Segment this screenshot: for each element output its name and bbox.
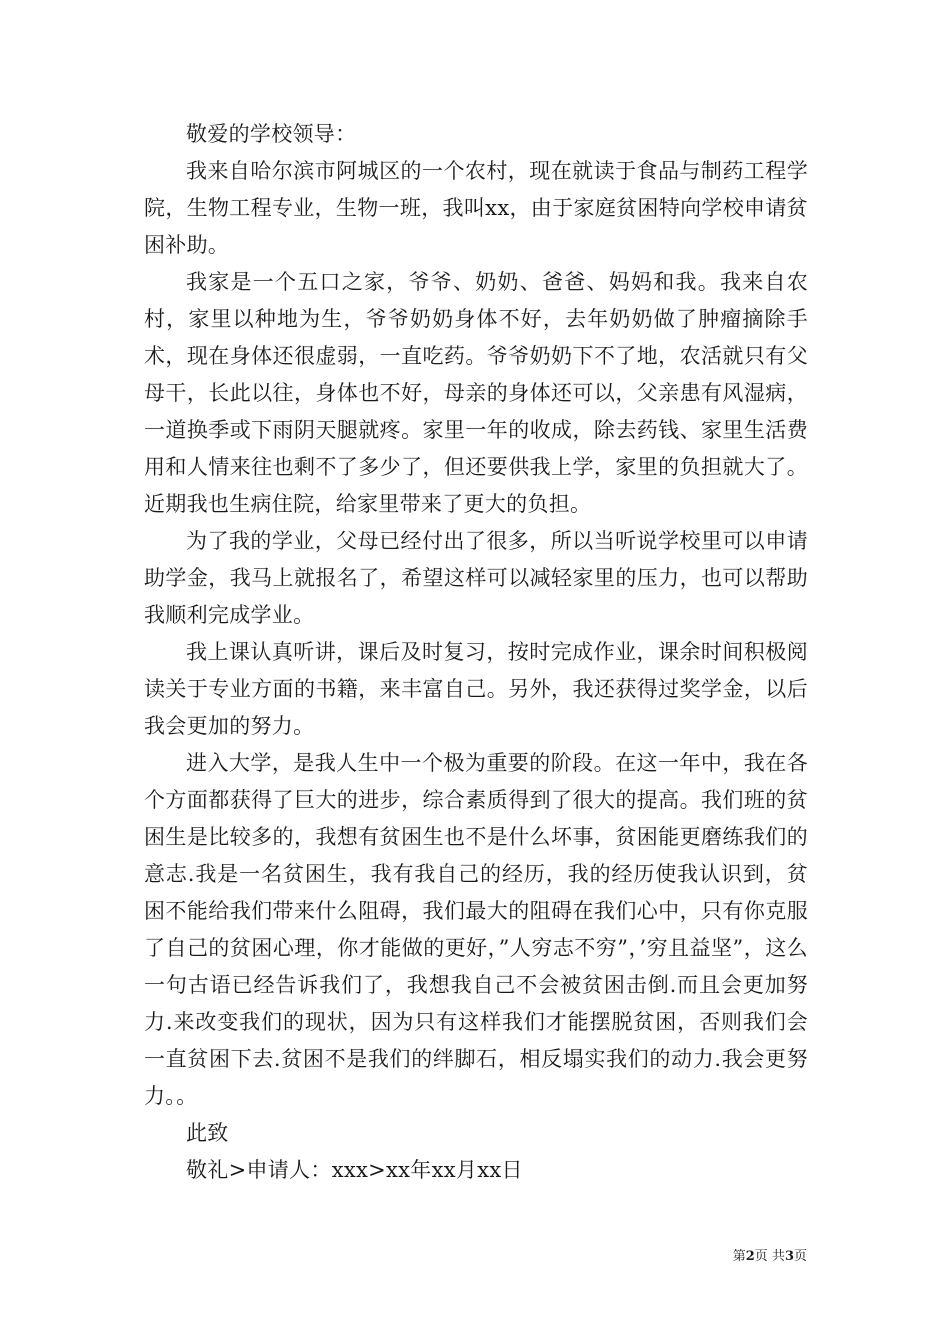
paragraph-4: 我上课认真听讲，课后及时复习，按时完成作业，课余时间积极阅读关于专业方面的书籍，来丰富自己。另外，我还获得过奖学金，以后我会更加的努力。 [144, 640, 808, 738]
letter-body [144, 116, 808, 1189]
salutation: 敬爱的学校领导： [186, 122, 357, 146]
signature: 敬礼>申请人：xxx>xx年xx月xx日 [186, 1158, 523, 1182]
footer-total-pages: 3 [784, 1249, 794, 1264]
paragraph-5: 进入大学，是我人生中一个极为重要的阶段。在这一年中，我在各个方面都获得了巨大的进步，综合素质得到了很大的提高。我们班的贫困生是比较多的，我想有贫困生也不是什么坏事，贫困能更磨练我们的意志.我是一名贫困生，我有我自己的经历，我的经历使我认识到，贫困不能给我们带来什么阻碍，我们最大的阻碍在我们心中，只有你克服了自己的贫困心理，你才能做的更好，”人穷志不穷”，’穷且益坚”，这么一句古语已经告诉我们了，我想我自己不会被贫困击倒.而且会更加努力.来改变我们的现状，因为只有这样我们才能摆脱贫困，否则我们会一直贫困下去.贫困不是我们的绊脚石，相反塌实我们的动力.我会更努力。。 [144, 751, 808, 1108]
paragraph-3: 为了我的学业，父母已经付出了很多，所以当听说学校里可以申请助学金，我马上就报名了，希望这样可以减轻家里的压力，也可以帮助我顺利完成学业。 [144, 529, 808, 627]
footer-middle: 页 共 [754, 1249, 785, 1264]
closing: 此致 [186, 1121, 229, 1145]
paragraph-2: 我家是一个五口之家，爷爷、奶奶、爸爸、妈妈和我。我来自农村，家里以种地为生，爷爷奶奶身体不好，去年奶奶做了肿瘤摘除手术，现在身体还很虚弱，一直吃药。爷爷奶奶下不了地，农活就只有父母干，长此以往，身体也不好，母亲的身体还可以，父亲患有风湿病，一道换季或下雨阴天腿就疼。家里一年的收成，除去药钱、家里生活费用和人情来往也剩不了多少了，但还要供我上学，家里的负担就大了。近期我也生病住院，给家里带来了更大的负担。 [144, 270, 808, 516]
page-footer [733, 1248, 807, 1266]
footer-page-number: 2 [745, 1249, 755, 1264]
footer-prefix: 第 [732, 1249, 746, 1264]
paragraph-1: 我来自哈尔滨市阿城区的一个农村，现在就读于食品与制药工程学院，生物工程专业，生物一班，我叫xx，由于家庭贫困特向学校申请贫困补助。 [144, 159, 808, 257]
footer-suffix: 页 [793, 1249, 807, 1264]
